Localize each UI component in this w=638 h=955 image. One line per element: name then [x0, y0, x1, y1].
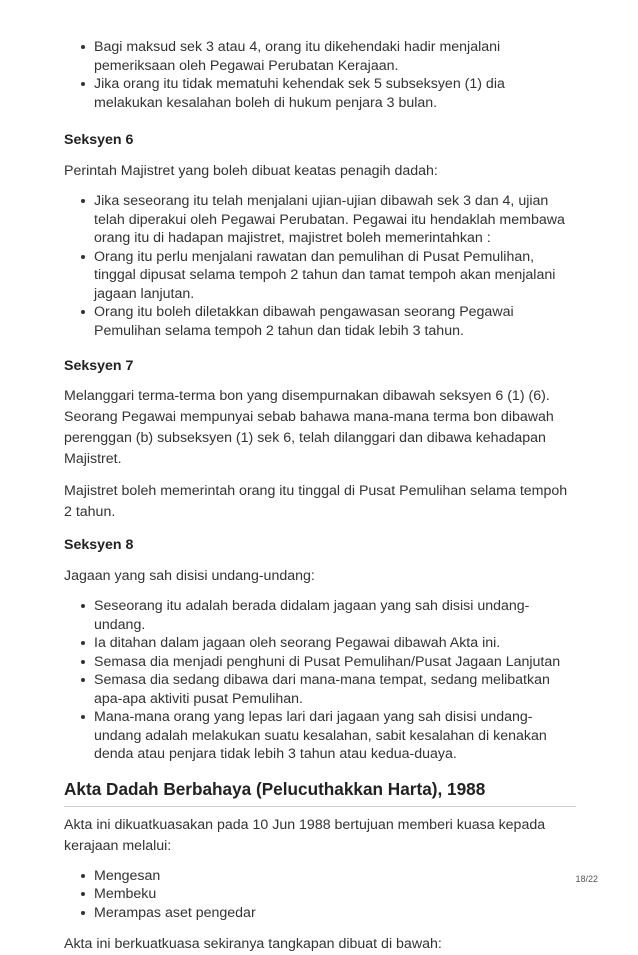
bullet-list-seksyen-6 [64, 192, 576, 340]
paragraph: Majistret boleh memerintah orang itu tinggal di Pusat Pemulihan selama tempoh 2 tahun. [64, 483, 568, 520]
page-number: 18/22 [575, 874, 598, 884]
section-heading-akta: Akta Dadah Berbahaya (Pelucuthakkan Harta), 1988 [64, 778, 576, 807]
list-item: Mengesan [94, 867, 576, 886]
list-item: Seseorang itu adalah berada didalam jagaan yang sah disisi undang-undang. [94, 597, 576, 634]
paragraph: Perintah Majistret yang boleh dibuat keatas penagih dadah: [64, 163, 438, 179]
list-item: Semasa dia menjadi penghuni di Pusat Pemulihan/Pusat Jagaan Lanjutan [94, 653, 576, 672]
bullet-list-intro [64, 38, 576, 112]
bullet-list-seksyen-8 [64, 597, 576, 764]
paragraph: Akta ini dikuatkuasakan pada 10 Jun 1988 bertujuan memberi kuasa kepada kerajaan melalui: [64, 816, 546, 854]
section-heading-seksyen-6: Seksyen 6 [64, 132, 134, 148]
paragraph: Akta ini berkuatkuasa sekiranya tangkapan dibuat di bawah: [64, 936, 442, 952]
list-item: Orang itu perlu menjalani rawatan dan pemulihan di Pusat Pemulihan, tinggal dipusat selama tempoh 2 tahun dan tamat tempoh akan menjalani jagaan lanjutan. [94, 248, 576, 304]
list-item: Jika orang itu tidak mematuhi kehendak sek 5 subseksyen (1) dia melakukan kesalahan boleh di hukum penjara 3 bulan. [94, 75, 576, 112]
document-page [64, 38, 576, 955]
section-heading-seksyen-8: Seksyen 8 [64, 537, 134, 553]
list-item: Jika seseorang itu telah menjalani ujian-ujian dibawah sek 3 dan 4, ujian telah diperakui oleh Pegawai Perubatan. Pegawai itu hendaklah membawa orang itu di hadapan majistret, majistret boleh memerintahkan : [94, 192, 576, 248]
paragraph: Jagaan yang sah disisi undang-undang: [64, 568, 315, 584]
list-item: Membeku [94, 885, 576, 904]
list-item: Mana-mana orang yang lepas lari dari jagaan yang sah disisi undang-undang adalah melakukan suatu kesalahan, sabit kesalahan di kenakan denda atau penjara tidak lebih 3 tahun atau kedua-duaya. [94, 708, 576, 764]
paragraph: Melanggari terma-terma bon yang disempurnakan dibawah seksyen 6 (1) (6). Seorang Pegawai mempunyai sebab bahawa mana-mana terma bon dibawah perenggan (b) subseksyen (1) sek 6, telah dilanggari dan dibawa kehadapan Majistret. [64, 388, 554, 467]
list-item: Semasa dia sedang dibawa dari mana-mana tempat, sedang melibatkan apa-apa aktiviti pusat Pemulihan. [94, 671, 576, 708]
section-heading-seksyen-7: Seksyen 7 [64, 358, 134, 374]
bullet-list-akta [64, 867, 576, 923]
list-item: Ia ditahan dalam jagaan oleh seorang Pegawai dibawah Akta ini. [94, 634, 576, 653]
list-item: Bagi maksud sek 3 atau 4, orang itu dikehendaki hadir menjalani pemeriksaan oleh Pegawai Perubatan Kerajaan. [94, 38, 576, 75]
list-item: Merampas aset pengedar [94, 904, 576, 923]
list-item: Orang itu boleh diletakkan dibawah pengawasan seorang Pegawai Pemulihan selama tempoh 2 tahun dan tidak lebih 3 tahun. [94, 303, 576, 340]
